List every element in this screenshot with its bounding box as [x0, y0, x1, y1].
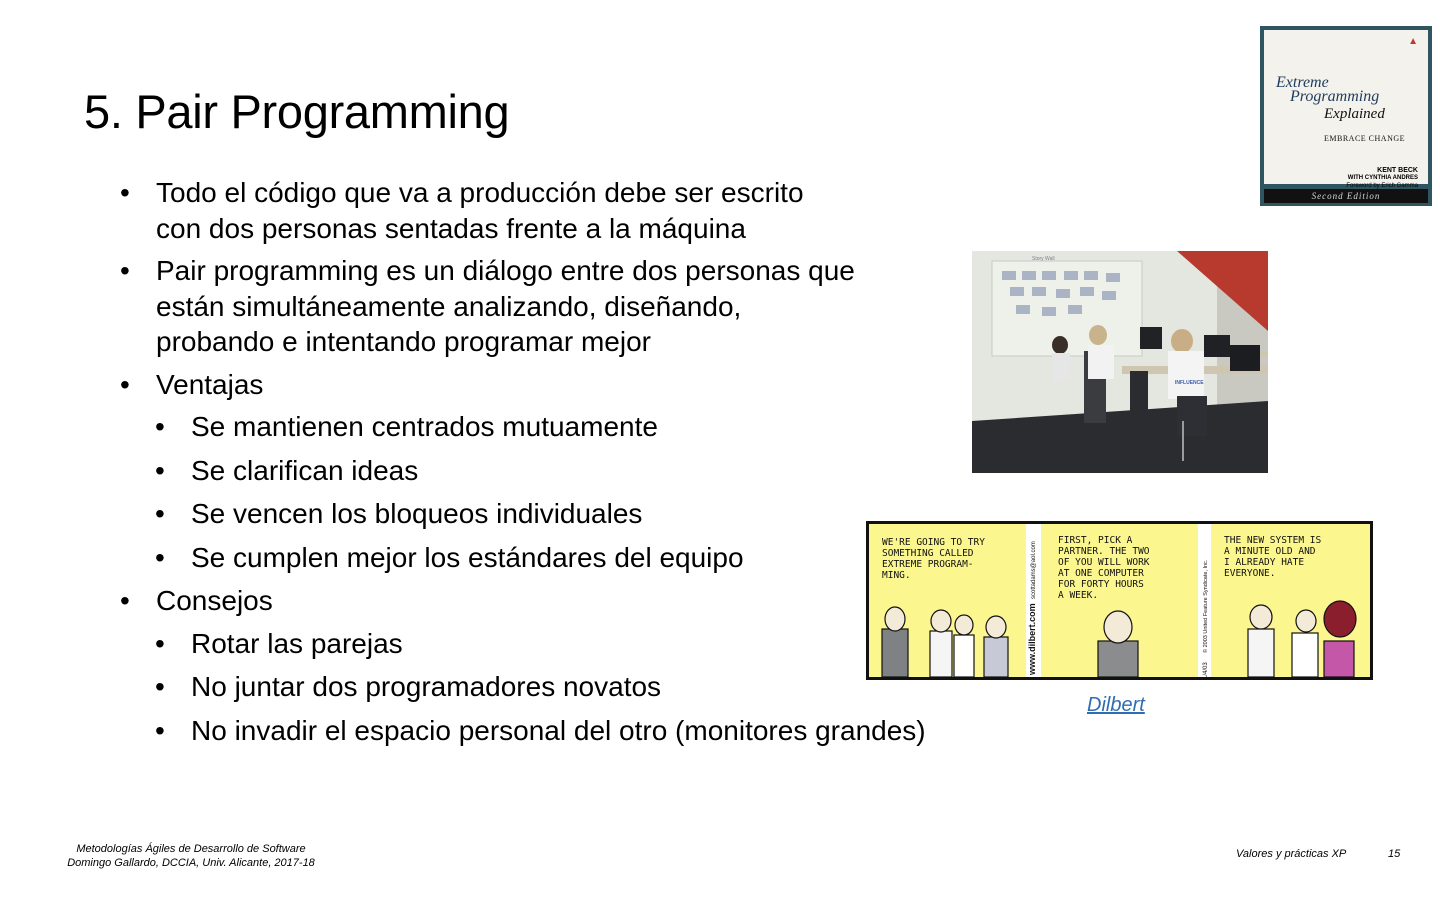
- bullet-dot-icon: •: [120, 368, 130, 400]
- speech-line: AT ONE COMPUTER: [1058, 568, 1144, 579]
- book-edition: Second Edition: [1264, 189, 1428, 203]
- sub-bullet-item: • Se vencen los bloqueos individuales: [118, 496, 1018, 532]
- bullet-item: • Pair programming es un diálogo entre dos personas que están simultáneamente analizando, diseñando, probando e intentando programar mejor: [120, 255, 855, 357]
- book-cover-panel: [1264, 30, 1428, 189]
- book-author: KENT BECK: [1377, 167, 1418, 174]
- comic-side-text: scottadams@aol.com: [1031, 541, 1037, 599]
- speech-line: FOR FORTY HOURS: [1058, 579, 1144, 590]
- book-author: WITH CYNTHIA ANDRES: [1347, 175, 1418, 181]
- publisher-logo-icon: ▲: [1408, 36, 1418, 47]
- speech-line: EXTREME PROGRAM-: [882, 559, 974, 570]
- bullet-dot-icon: •: [120, 585, 130, 616]
- footer-credits: [56, 842, 326, 870]
- speech-line: MING.: [882, 570, 911, 581]
- slide-title: 5. Pair Programming: [84, 85, 510, 138]
- speech-line: THE NEW SYSTEM IS: [1224, 535, 1322, 546]
- speech-line: A WEEK.: [1058, 590, 1099, 601]
- page-number: 15: [1388, 848, 1401, 860]
- bullet-dot-icon: •: [155, 627, 165, 659]
- bullet-dot-icon: •: [155, 541, 165, 573]
- sub-bullet-item: • Se mantienen centrados mutuamente: [118, 409, 1018, 445]
- speech-line: A MINUTE OLD AND: [1224, 546, 1316, 557]
- sub-bullet-item: • Se cumplen mejor los estándares del equipo: [118, 540, 1018, 576]
- bullet-item: • Todo el código que va a producción debe ser escrito con dos personas sentadas frente a la máquina: [120, 177, 804, 244]
- comic-date: 1/4/03: [1203, 662, 1209, 679]
- speech-line: OF YOU WILL WORK: [1058, 557, 1150, 568]
- bullet-dot-icon: •: [155, 498, 165, 529]
- book-title-line: Explained: [1324, 106, 1385, 122]
- dilbert-comic-strip: [866, 521, 1373, 680]
- book-title-line: Extreme: [1276, 74, 1329, 91]
- footer-course: Metodologías Ágiles de Desarrollo de Software: [76, 843, 306, 855]
- shirt-text: INFLUENCE: [1175, 380, 1204, 386]
- comic-side-text: www.dilbert.com: [1027, 603, 1037, 675]
- book-title-line: Programming: [1290, 88, 1380, 105]
- book-subtitle: EMBRACE CHANGE: [1324, 134, 1406, 143]
- bullet-item-ventajas: • Ventajas: [118, 367, 856, 403]
- book-foreword: Foreword by Erich Gamma: [1346, 183, 1418, 189]
- book-cover-image: [1260, 26, 1432, 206]
- pair-programming-photo: [972, 251, 1268, 473]
- speech-line: EVERYONE.: [1224, 568, 1276, 579]
- bullet-dot-icon: •: [155, 671, 165, 702]
- bullet-dot-icon: •: [120, 255, 130, 286]
- whiteboard-label: Story Wall: [1032, 256, 1055, 262]
- speech-line: PARTNER. THE TWO: [1058, 546, 1150, 557]
- footer-author: Domingo Gallardo, DCCIA, Univ. Alicante, 2017-18: [67, 857, 315, 869]
- sub-bullet-item: • No invadir el espacio personal del otro (monitores grandes): [118, 713, 1018, 749]
- sub-bullet-item: • Se clarifican ideas: [118, 453, 1018, 489]
- speech-line: WE'RE GOING TO TRY: [882, 537, 985, 548]
- footer-section: Valores y prácticas XP: [1236, 848, 1347, 860]
- bullet-dot-icon: •: [155, 714, 165, 746]
- speech-line: SOMETHING CALLED: [882, 548, 974, 559]
- sub-bullet-item: • Rotar las parejas: [118, 626, 1018, 662]
- speech-line: FIRST, PICK A: [1058, 535, 1133, 546]
- comic-side-text: © 2003 United Feature Syndicate, Inc.: [1203, 559, 1209, 653]
- bullet-dot-icon: •: [155, 411, 165, 442]
- speech-line: I ALREADY HATE: [1224, 557, 1305, 568]
- bullet-item-consejos: • Consejos: [118, 583, 856, 619]
- bullet-dot-icon: •: [155, 454, 165, 486]
- bullet-dot-icon: •: [120, 177, 130, 208]
- dilbert-link[interactable]: Dilbert: [1087, 694, 1145, 716]
- sub-bullet-item: • No juntar dos programadores novatos: [118, 669, 1018, 705]
